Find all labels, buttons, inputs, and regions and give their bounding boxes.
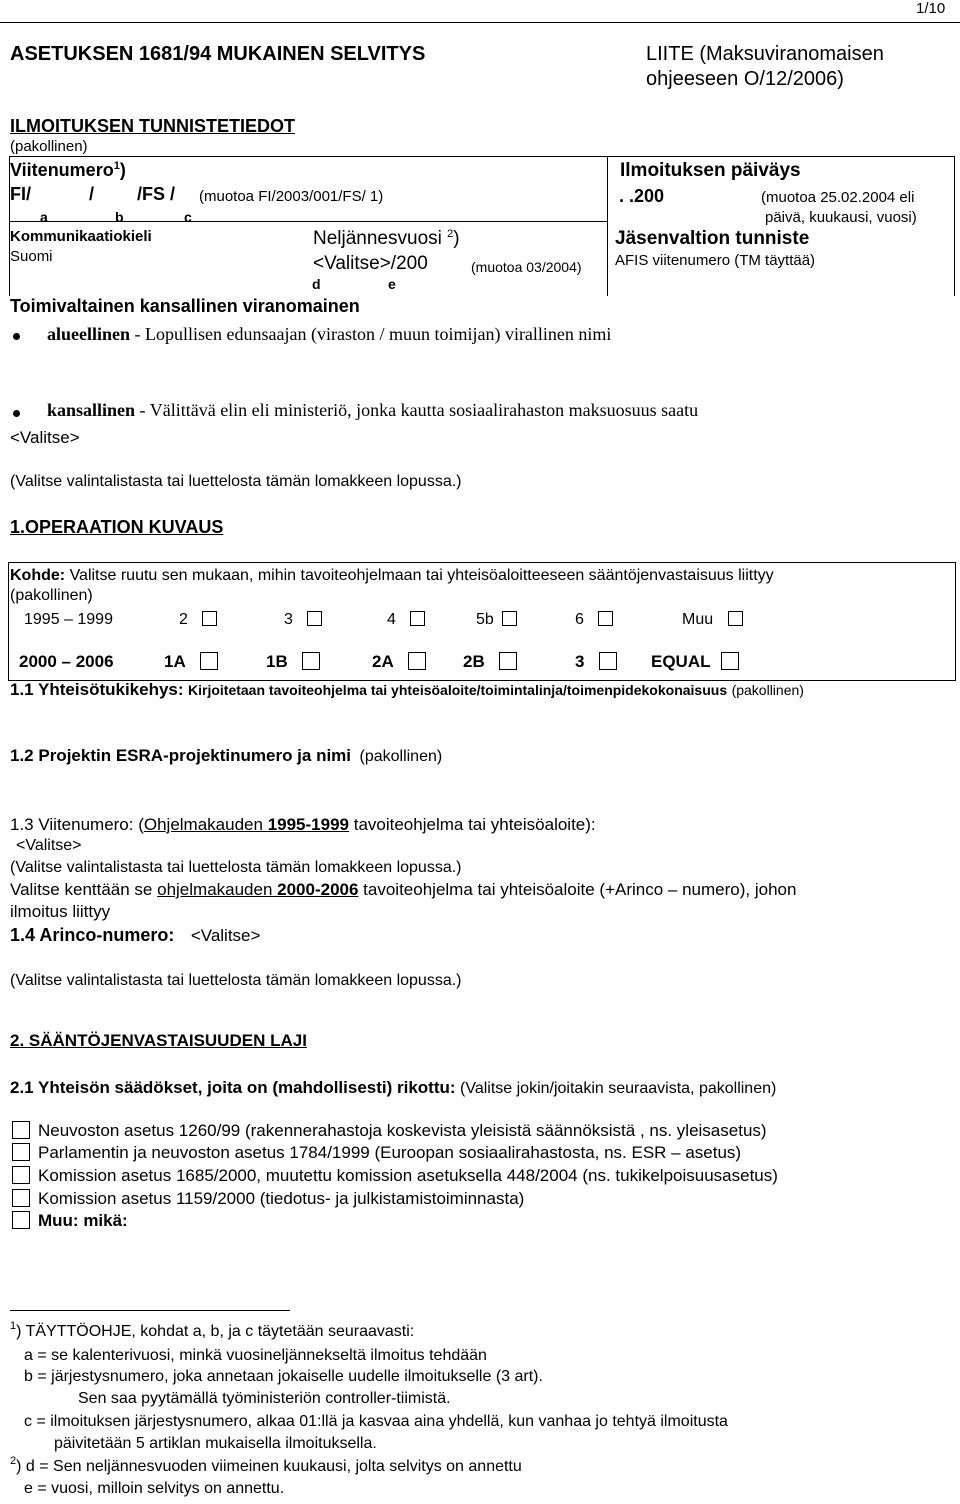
p2-option-2b[interactable]: 2B xyxy=(463,652,517,672)
national-label: kansallinen xyxy=(47,400,136,420)
checkbox-icon[interactable] xyxy=(721,652,739,670)
q12-label: 1.2 Projektin ESRA-projektinumero ja nimi xyxy=(10,746,352,765)
regulation-option-2[interactable]: Parlamentin ja neuvoston asetus 1784/1999 (Euroopan sosiaalirahastosta, ns. ESR – asetus) xyxy=(12,1143,741,1163)
kohde-text: Valitse ruutu sen mukaan, mihin tavoiteohjelmaan tai yhteisöaloitteeseen sääntöjenvastaisuus liittyy xyxy=(69,567,774,584)
checkbox-icon[interactable] xyxy=(598,611,613,626)
checkbox-icon[interactable] xyxy=(12,1211,30,1229)
checkbox-icon[interactable] xyxy=(12,1121,30,1139)
checkbox-icon[interactable] xyxy=(502,611,517,626)
checkbox-icon[interactable] xyxy=(408,652,426,670)
p1-option-4[interactable]: 4 xyxy=(387,611,425,629)
authority-label: Toimivaltainen kansallinen viranomainen xyxy=(10,296,360,316)
q14-line xyxy=(10,925,260,946)
language-value[interactable]: Suomi xyxy=(10,248,53,265)
national-bullet xyxy=(13,407,20,425)
select-note-1: (Valitse valintalistasta tai luettelosta tämän lomakkeen lopussa.) xyxy=(10,473,462,490)
checkbox-icon[interactable] xyxy=(499,652,517,670)
footnote-1-a: a = se kalenterivuosi, minkä vuosineljännekseltä ilmoitus tehdään xyxy=(24,1347,487,1364)
identification-required: (pakollinen) xyxy=(10,138,88,155)
footnote-2-d: $^2$) d = Sen neljännesvuoden viimeinen kuukausi, jolta selvitys on annettu xyxy=(10,1455,522,1475)
letter-d: d xyxy=(312,276,321,292)
annex-line-1: LIITE (Maksuviranomaisen xyxy=(646,43,884,65)
national-line: kansallinen - Välittävä elin eli ministeriö, jonka kautta sosiaalirahaston maksuosuus saatu xyxy=(47,400,699,420)
footnote-separator xyxy=(10,1310,290,1311)
kohde-box-right xyxy=(955,562,956,681)
q21-line xyxy=(10,1078,776,1098)
footnote-1-title: $^1$) TÄYTTÖOHJE, kohdat a, b, ja c täytetään seuraavasti: xyxy=(10,1320,415,1340)
reference-label: Viitenumero$^1$) xyxy=(10,160,126,180)
footnote-1-b: b = järjestysnumero, joka annetaan jokaiselle uudelle ilmoitukselle (3 art). xyxy=(24,1368,543,1385)
checkbox-icon[interactable] xyxy=(599,652,617,670)
national-text: Välittävä elin eli ministeriö, jonka kautta sosiaalirahaston maksuosuus saatu xyxy=(149,400,699,420)
top-rule xyxy=(0,22,960,23)
select-note-2: (Valitse valintalistasta tai luettelosta tämän lomakkeen lopussa.) xyxy=(10,859,462,876)
p2-option-3[interactable]: 3 xyxy=(575,652,617,672)
q12-line xyxy=(10,746,442,766)
checkbox-icon[interactable] xyxy=(12,1166,30,1184)
quarter-value[interactable]: <Valitse>/200 xyxy=(313,253,428,274)
page-number: 1/10 xyxy=(916,0,946,17)
reference-fi: FI/ xyxy=(10,184,31,204)
regulation-option-1[interactable]: Neuvoston asetus 1260/99 (rakennerahastoja koskevista yleisistä säännöksistä , ns. yleisasetus) xyxy=(12,1121,767,1141)
q21-label: 2.1 Yhteisön säädökset, joita on (mahdollisesti) rikottu: xyxy=(10,1078,456,1097)
checkbox-icon[interactable] xyxy=(302,652,320,670)
checkbox-icon[interactable] xyxy=(728,611,743,626)
checkbox-icon[interactable] xyxy=(12,1143,30,1161)
p1-option-muu[interactable]: Muu xyxy=(682,611,743,629)
p1-option-6[interactable]: 6 xyxy=(575,611,613,629)
regulation-option-other[interactable]: Muu: mikä: xyxy=(12,1211,128,1231)
regional-line xyxy=(47,324,611,345)
q12-required: (pakollinen) xyxy=(359,748,443,765)
letter-e: e xyxy=(388,276,396,292)
date-label: Ilmoituksen päiväys xyxy=(620,160,801,181)
kohde-label: Kohde: xyxy=(10,567,66,584)
quarter-label: Neljännesvuosi $^2$) xyxy=(313,228,460,249)
quarter-format: (muotoa 03/2004) xyxy=(471,259,582,275)
q13-line: 1.3 Viitenumero: (Ohjelmakauden 1995-1999 tavoiteohjelma tai yhteisöaloite): xyxy=(10,815,596,834)
p2-option-1b[interactable]: 1B xyxy=(266,652,320,672)
reference-slash: / xyxy=(89,184,95,204)
reference-format: (muotoa FI/2003/001/FS/ 1) xyxy=(199,188,384,205)
q13b-line-2: ilmoitus liittyy xyxy=(10,902,111,921)
date-value[interactable]: . .200 xyxy=(619,186,665,206)
footnote-2-e: e = vuosi, milloin selvitys on annettu. xyxy=(24,1480,285,1497)
date-format: (muotoa 25.02.2004 eli xyxy=(761,189,915,206)
q11-line xyxy=(10,680,804,700)
q11-text: Kirjoitetaan tavoiteohjelma tai yhteisöaloite/toimintalinja/toimenpidekokonaisuus xyxy=(188,682,728,698)
regulation-option-4[interactable]: Komission asetus 1159/2000 (tiedotus- ja julkistamistoiminnasta) xyxy=(12,1189,524,1209)
letter-b: b xyxy=(115,209,124,225)
irregularity-section-title: 2. SÄÄNTÖJENVASTAISUUDEN LAJI xyxy=(10,1031,307,1050)
p1-option-5b[interactable]: 5b xyxy=(476,611,517,629)
q13b-line: Valitse kenttään se ohjelmakauden 2000-2006 tavoiteohjelma tai yhteisöaloite (+Arinco – numero), johon xyxy=(10,880,797,899)
form-row-divider xyxy=(9,221,608,222)
p2-option-equal[interactable]: EQUAL xyxy=(651,652,739,672)
member-state-value: AFIS viitenumero (TM täyttää) xyxy=(615,252,816,269)
q21-text: (Valitse jokin/joitakin seuraavista, pakollinen) xyxy=(460,1080,777,1097)
regional-text: - Lopullisen edunsaajan (viraston / muun toimijan) virallinen nimi xyxy=(130,324,612,344)
p1-option-3[interactable]: 3 xyxy=(284,611,322,629)
date-format-2: päivä, kuukausi, vuosi) xyxy=(765,209,917,226)
kohde-box-left xyxy=(8,562,9,681)
regional-label: alueellinen xyxy=(47,324,131,344)
checkbox-icon[interactable] xyxy=(202,611,217,626)
operation-section-title: 1.OPERAATION KUVAUS xyxy=(10,517,224,537)
kohde-required: (pakollinen) xyxy=(10,587,93,604)
reference-fs: /FS / xyxy=(137,184,176,204)
regional-bullet xyxy=(13,330,20,348)
member-state-label: Jäsenvaltion tunniste xyxy=(615,228,810,249)
national-select[interactable]: <Valitse> xyxy=(10,428,80,447)
form-border-right xyxy=(954,156,955,296)
q11-required: (pakollinen) xyxy=(731,682,804,698)
letter-a: a xyxy=(40,209,48,225)
checkbox-icon[interactable] xyxy=(12,1189,30,1207)
annex-line-2: ohjeeseen O/12/2006) xyxy=(646,68,844,90)
period-2000: 2000 – 2006 xyxy=(19,652,114,671)
q14-label: 1.4 Arinco-numero: xyxy=(10,925,175,945)
document-title: ASETUKSEN 1681/94 MUKAINEN SELVITYS xyxy=(10,43,426,65)
letter-c: c xyxy=(184,209,192,225)
select-note-3: (Valitse valintalistasta tai luettelosta tämän lomakkeen lopussa.) xyxy=(10,972,462,989)
p1-option-2[interactable]: 2 xyxy=(179,611,217,629)
kohde-line xyxy=(10,567,774,585)
q11-label: 1.1 Yhteisötukikehys: xyxy=(10,680,184,699)
q13-select[interactable]: <Valitse> xyxy=(16,837,82,854)
checkbox-icon[interactable] xyxy=(200,652,218,670)
checkbox-icon[interactable] xyxy=(307,611,322,626)
p2-option-2a[interactable]: 2A xyxy=(372,652,426,672)
footnote-1-b2: Sen saa pyytämällä työministeriön controller-tiimistä. xyxy=(78,1390,451,1407)
identification-section-title: ILMOITUKSEN TUNNISTETIEDOT xyxy=(10,116,295,136)
footnote-1-c2: päivitetään 5 artiklan mukaisella ilmoituksella. xyxy=(54,1435,377,1452)
form-divider xyxy=(607,156,608,296)
language-label: Kommunikaatiokieli xyxy=(10,228,152,245)
period-1995: 1995 – 1999 xyxy=(24,611,113,628)
p2-option-1a[interactable]: 1A xyxy=(164,652,218,672)
checkbox-icon[interactable] xyxy=(410,611,425,626)
footnote-1-c: c = ilmoituksen järjestysnumero, alkaa 01:llä ja kasvaa aina yhdellä, kun vanhaa jo tehtyä ilmoitusta xyxy=(24,1413,728,1430)
regulation-option-3[interactable]: Komission asetus 1685/2000, muutettu komission asetuksella 448/2004 (ns. tukikelpoisuusasetus) xyxy=(12,1166,778,1186)
form-border-top xyxy=(9,156,955,157)
q14-select[interactable]: <Valitse> xyxy=(190,926,261,945)
kohde-box-top xyxy=(8,562,956,563)
